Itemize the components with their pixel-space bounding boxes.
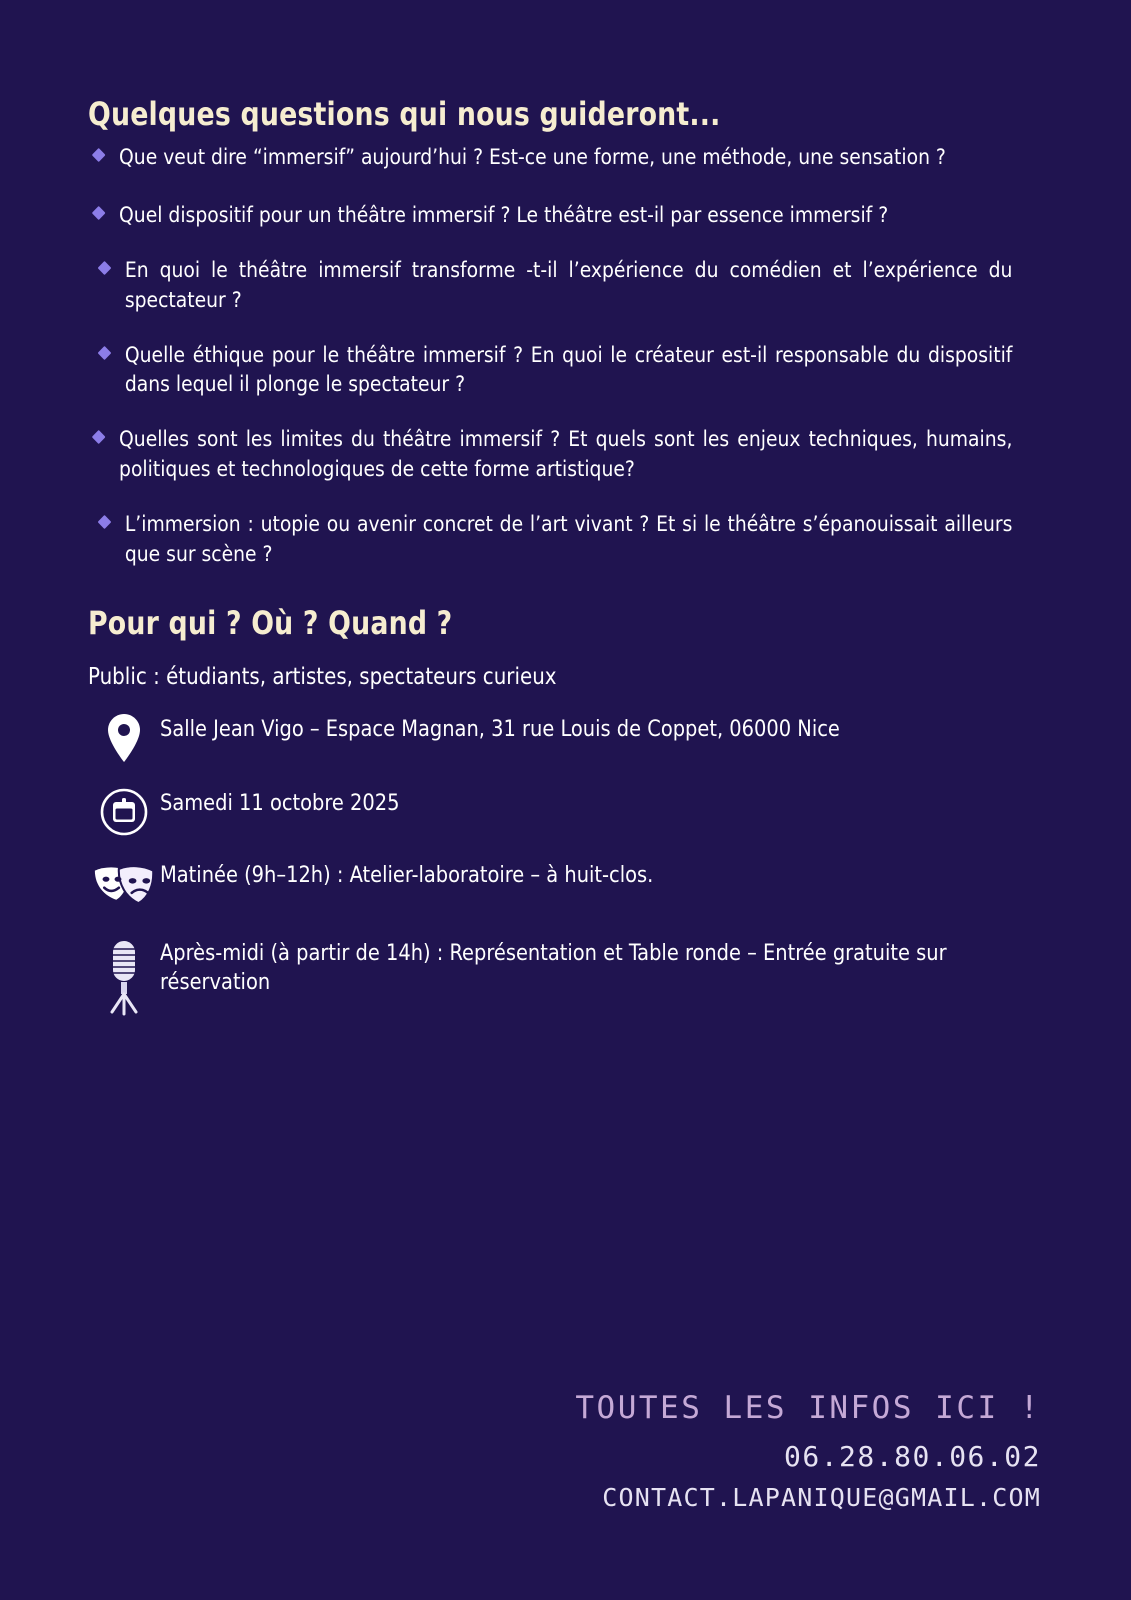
question-item: [88, 510, 1012, 570]
practical-section-title: Pour qui ? Où ? Quand ?: [88, 603, 453, 642]
contact-footer: [575, 1390, 1041, 1512]
question-text: Quelles sont les limites du théâtre immersif ? Et quels sont les enjeux techniques, humains, politiques et technologiques de cette forme artistique?: [119, 427, 1013, 483]
footer-email[interactable]: CONTACT.LAPANIQUE@GMAIL.COM: [602, 1483, 1041, 1512]
questions-list: [88, 143, 1041, 570]
diamond-bullet-icon: [92, 148, 106, 162]
diamond-bullet-icon: [92, 206, 106, 220]
questions-section-title: Quelques questions qui nous guideront...: [88, 95, 721, 133]
diamond-bullet-icon: [98, 261, 112, 275]
calendar-icon: [88, 786, 160, 836]
question-item: [88, 143, 1012, 173]
diamond-bullet-icon: [98, 345, 112, 359]
question-item: [88, 425, 1012, 485]
info-text-date: Samedi 11 octobre 2025: [160, 789, 400, 816]
info-text-afternoon: Après-midi (à partir de 14h) : Représentation et Table ronde – Entrée gratuite sur réservation: [160, 939, 947, 995]
microphone-icon: [88, 936, 160, 1016]
question-text: Que veut dire “immersif” aujourd’hui ? Est-ce une forme, une méthode, une sensation ?: [119, 145, 946, 170]
question-text: Quel dispositif pour un théâtre immersif ? Le théâtre est-il par essence immersif ?: [119, 202, 889, 228]
question-text: L’immersion : utopie ou avenir concret de l’art vivant ? Et si le théâtre s’épanouissait ailleurs que sur scène ?: [124, 512, 1013, 567]
info-row-date: [88, 786, 1041, 836]
footer-heading: TOUTES LES INFOS ICI !: [575, 1390, 1041, 1426]
location-pin-icon: [88, 712, 160, 764]
question-text: Quelle éthique pour le théâtre immersif ? En quoi le créateur est-il responsable du dispositif dans lequel il plonge le spectateur ?: [124, 342, 1013, 398]
public-audience-line: Public : étudiants, artistes, spectateurs curieux: [88, 663, 557, 690]
info-text-morning: Matinée (9h–12h) : Atelier-laboratoire – à huit-clos.: [160, 861, 654, 888]
info-row-morning: [88, 858, 1041, 914]
diamond-bullet-icon: [92, 430, 106, 444]
question-text: En quoi le théâtre immersif transforme -t-il l’expérience du comédien et l’expérience du spectateur ?: [124, 257, 1013, 313]
info-row-venue: [88, 712, 1041, 764]
question-item: [88, 201, 1012, 231]
diamond-bullet-icon: [98, 515, 112, 529]
question-item: [88, 341, 1012, 401]
info-row-afternoon: [88, 936, 1041, 1016]
practical-info-list: [88, 712, 1041, 1016]
theatre-masks-icon: [88, 858, 160, 914]
footer-phone[interactable]: 06.28.80.06.02: [783, 1440, 1041, 1473]
info-text-venue: Salle Jean Vigo – Espace Magnan, 31 rue Louis de Coppet, 06000 Nice: [160, 715, 840, 742]
question-item: [88, 256, 1012, 316]
